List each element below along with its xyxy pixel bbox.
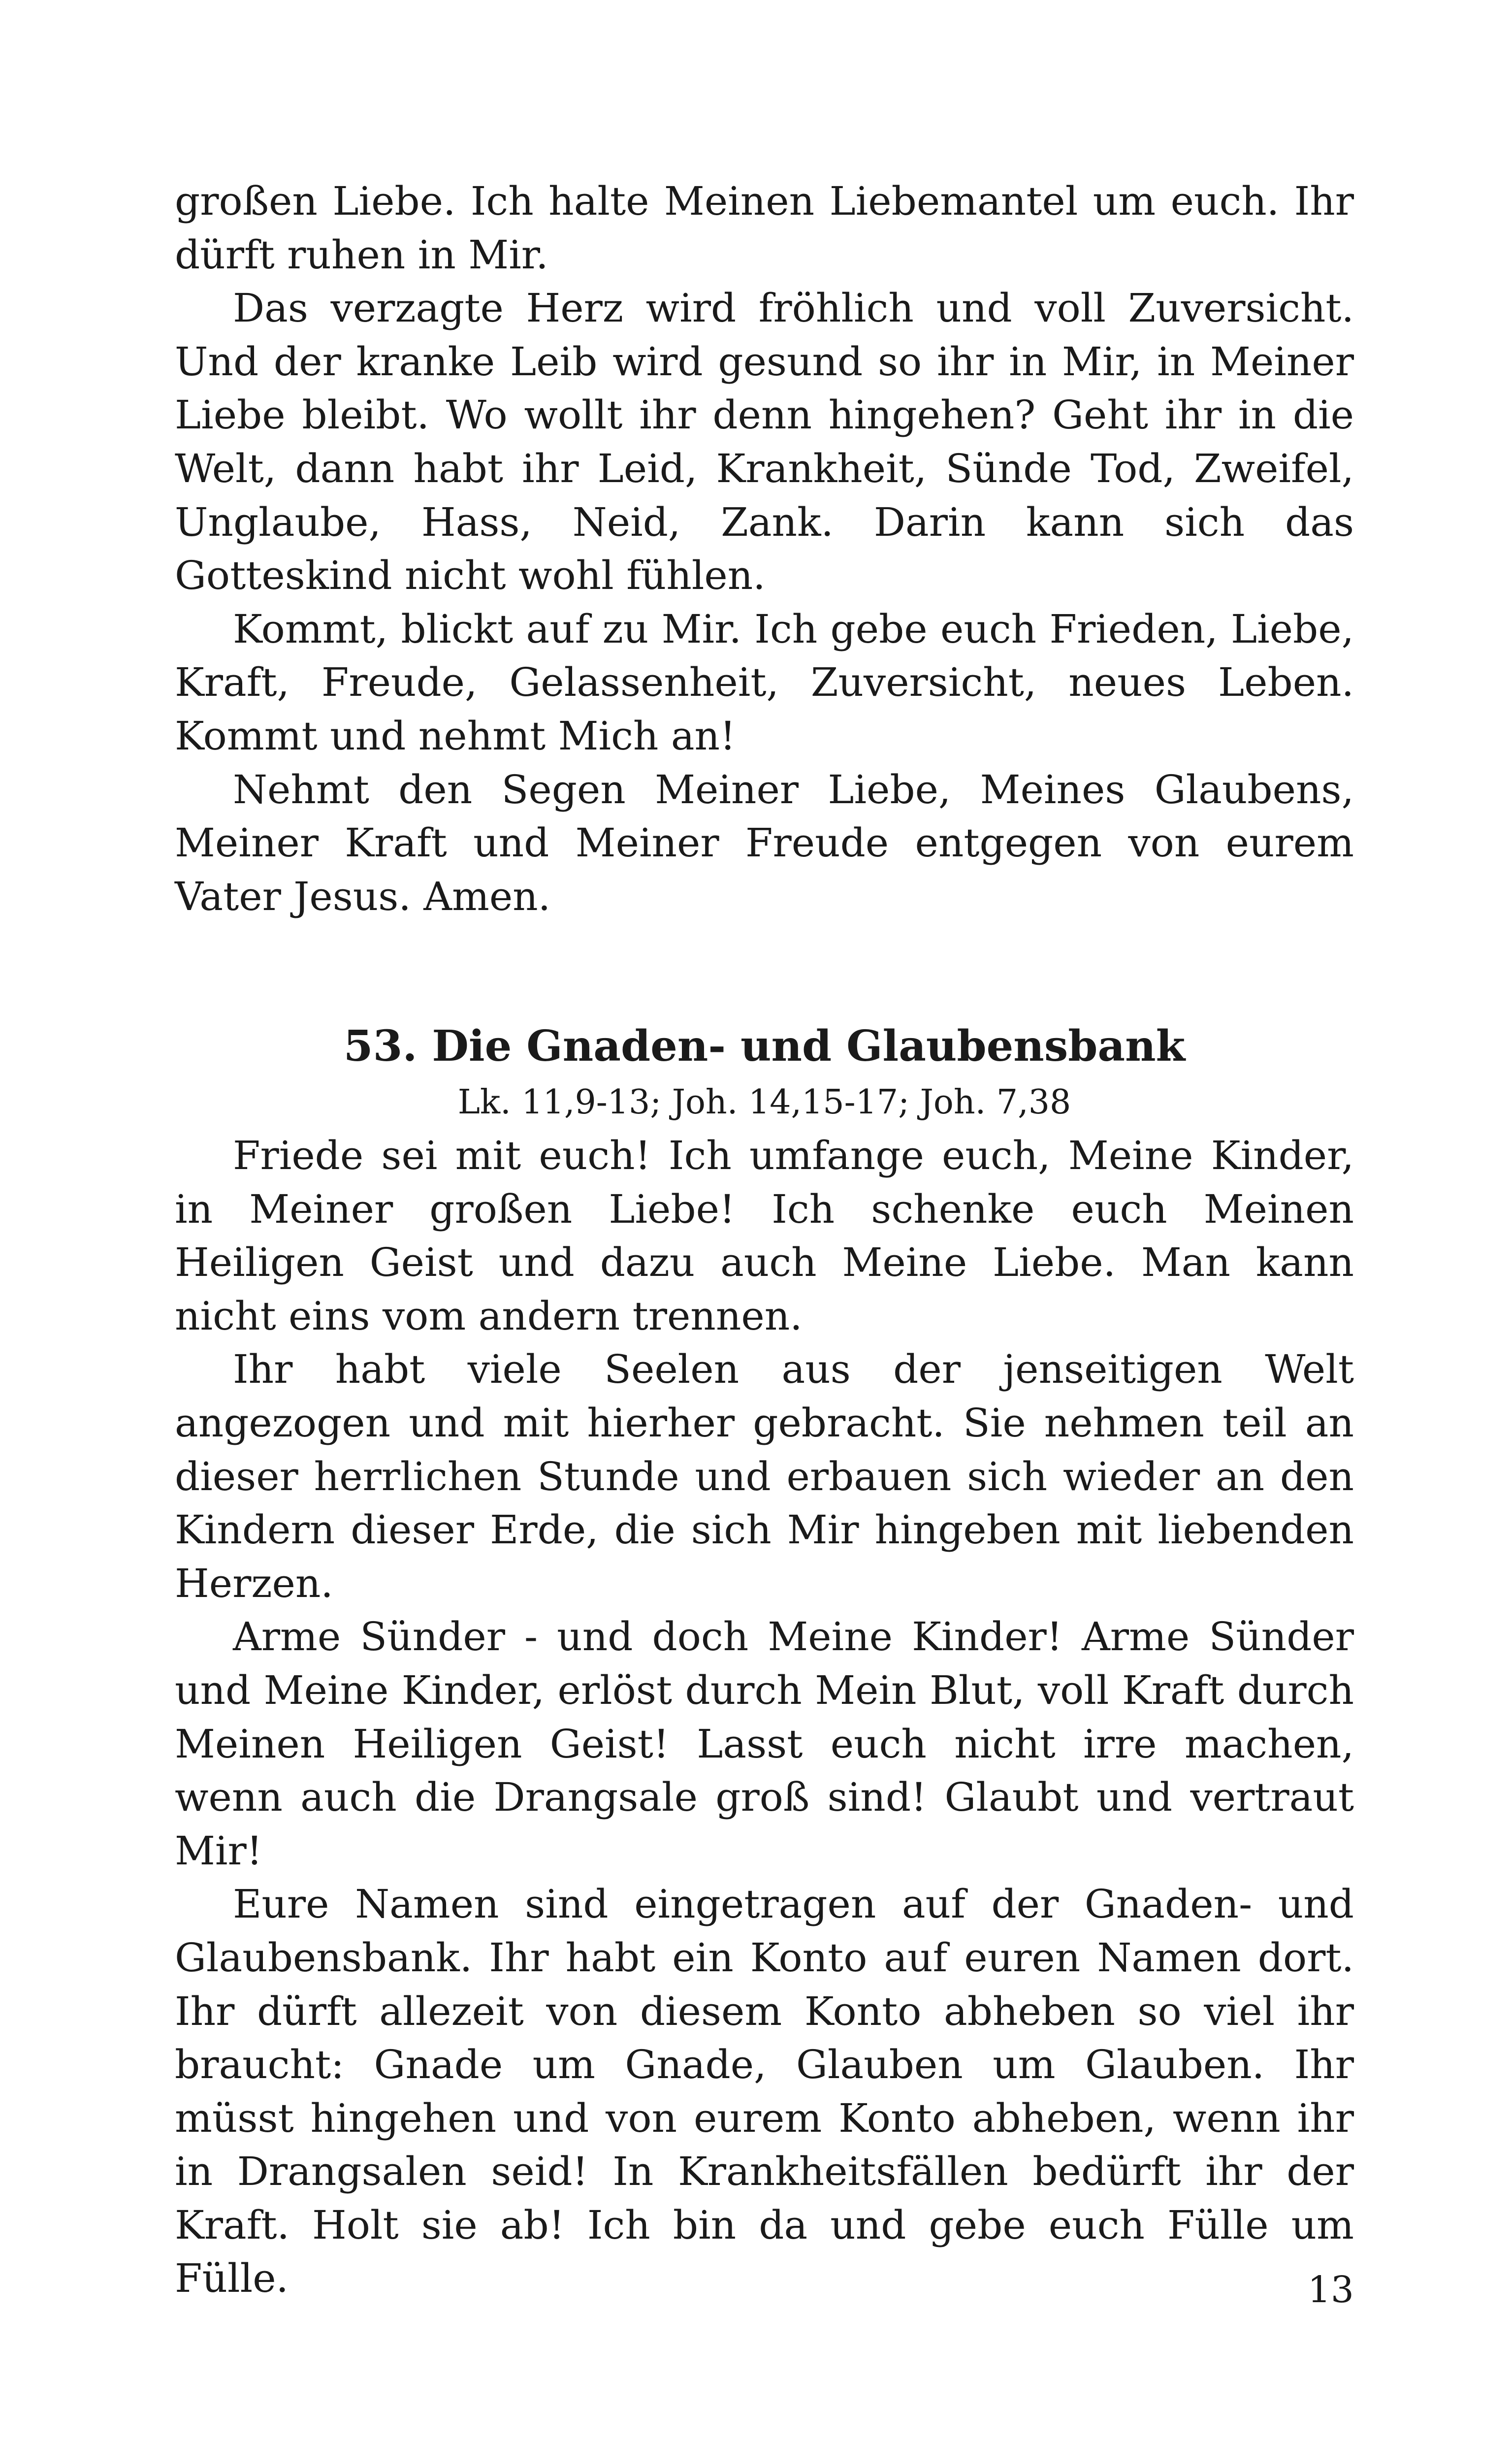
chapter-title: 53. Die Gnaden- und Glaubensbank: [343, 1021, 1186, 1071]
bible-references: Lk. 11,9-13; Joh. 14,15-17; Joh. 7,38: [457, 1083, 1071, 1122]
paragraph: Friede sei mit euch! Ich umfange euch, Meine Kinder, in Meiner großen Liebe! Ich schenke euch Meinen Heiligen Geist und dazu auch Meine Liebe. Man kann nicht eins vom andern trennen.: [175, 1133, 1354, 1339]
paragraph: großen Liebe. Ich halte Meinen Liebemantel um euch. Ihr dürft ruhen in Mir.: [175, 178, 1354, 278]
chapter-body: [175, 1129, 1354, 2306]
continued-text: [175, 175, 1354, 923]
chapter-section: [175, 1017, 1354, 2306]
paragraph: Nehmt den Segen Meiner Liebe, Meines Glaubens, Meiner Kraft und Meiner Freude entgegen von eurem Vater Jesus. Amen.: [175, 766, 1354, 919]
page-number: 13: [1307, 2269, 1354, 2311]
paragraph: Kommt, blickt auf zu Mir. Ich gebe euch Frieden, Liebe, Kraft, Freude, Gelassenheit, Zuversicht, neues Leben. Kommt und nehmt Mich an!: [175, 606, 1354, 759]
paragraph: Eure Namen sind eingetragen auf der Gnaden- und Glaubensbank. Ihr habt ein Konto auf euren Namen dort. Ihr dürft allezeit von diesem Konto abheben so viel ihr braucht: Gnade um Gnade, Glauben um Glauben. Ihr müsst hingehen und von eurem Konto abheben, wenn ihr in Drangsalen seid! In Krankheitsfällen bedürft ihr der Kraft. Holt sie ab! Ich bin da und gebe euch Fülle um Fülle.: [175, 1881, 1354, 2302]
paragraph: Ihr habt viele Seelen aus der jenseitigen Welt angezogen und mit hierher gebracht. Sie nehmen teil an dieser herrlichen Stunde und erbauen sich wieder an den Kindern dieser Erde, die sich Mir hingeben mit liebenden Herzen.: [175, 1346, 1354, 1606]
paragraph: Arme Sünder - und doch Meine Kinder! Arme Sünder und Meine Kinder, erlöst durch Mein Blut, voll Kraft durch Meinen Heiligen Geist! Lasst euch nicht irre machen, wenn auch die Drangsale groß sind! Glaubt und vertraut Mir!: [175, 1614, 1354, 1874]
paragraph: Das verzagte Herz wird fröhlich und voll Zuversicht. Und der kranke Leib wird gesund so ihr in Mir, in Meiner Liebe bleibt. Wo wollt ihr denn hingehen? Geht ihr in die Welt, dann habt ihr Leid, Krankheit, Sünde Tod, Zweifel, Unglaube, Hass, Neid, Zank. Darin kann sich das Gotteskind nicht wohl fühlen.: [175, 285, 1354, 599]
